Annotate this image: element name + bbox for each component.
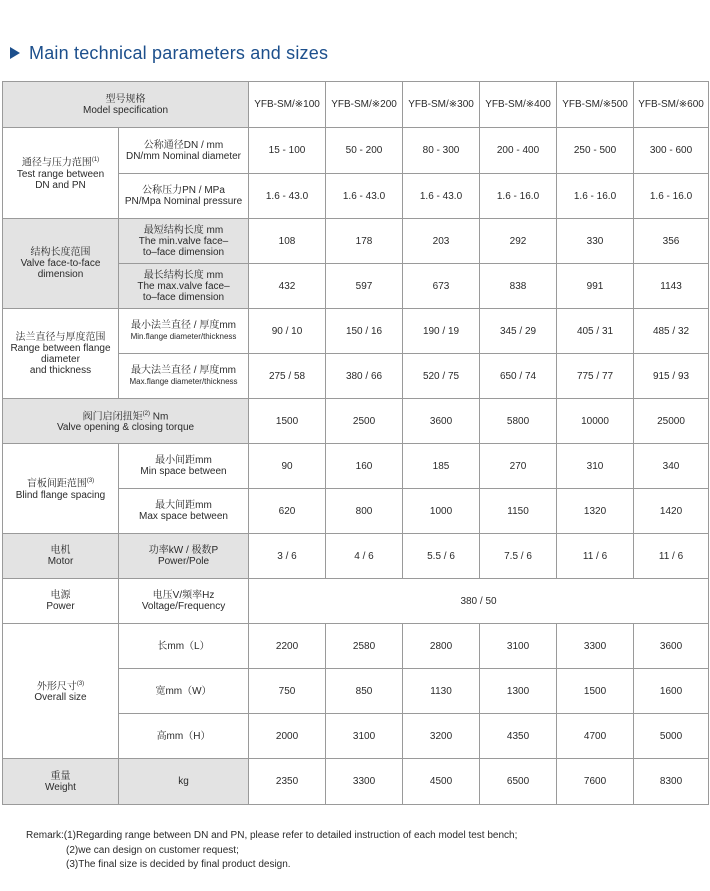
value-cell: 190 / 19 [403, 309, 480, 354]
power-row [3, 579, 709, 624]
height-label-cell: 高mm（H） [119, 714, 249, 759]
value-cell: 356 [634, 219, 709, 264]
motor-label-cell [3, 534, 119, 579]
value-cell: 1.6 - 16.0 [480, 174, 557, 219]
pn-label-en: PN/Mpa Nominal pressure [124, 196, 243, 207]
footnote-mark: (3) [76, 680, 85, 687]
value-cell: 5.5 / 6 [403, 534, 480, 579]
flange-group-zh: 法兰直径与厚度范围 [15, 331, 106, 343]
value-cell: 5800 [480, 399, 557, 444]
remarks [26, 829, 517, 873]
value-cell: 520 / 75 [403, 354, 480, 399]
value-cell: 108 [249, 219, 326, 264]
value-cell: 673 [403, 264, 480, 309]
blind-max-label-cell [119, 489, 249, 534]
value-cell: 185 [403, 444, 480, 489]
value-cell: 3300 [326, 759, 403, 805]
power-sub-zh: 电压V/频率Hz [152, 590, 215, 601]
value-cell: 3300 [557, 624, 634, 669]
value-cell: 620 [249, 489, 326, 534]
value-cell: 4500 [403, 759, 480, 805]
model-label-cell [3, 82, 249, 128]
value-cell: 3600 [403, 399, 480, 444]
remark-line-2: (2)we can design on customer request; [66, 844, 239, 856]
value-cell: 345 / 29 [480, 309, 557, 354]
value-cell: 6500 [480, 759, 557, 805]
flange-group-en-1: Range between flange [10, 342, 111, 354]
value-cell: 275 / 58 [249, 354, 326, 399]
footnote-mark: (2) [142, 410, 150, 417]
blind-min-en: Min space between [140, 466, 227, 477]
motor-sub-label-cell [119, 534, 249, 579]
value-cell: 7.5 / 6 [480, 534, 557, 579]
footnote-mark: (3) [86, 478, 95, 485]
flange-min-zh: 最小法兰直径 / 厚度mm [131, 320, 236, 331]
value-cell: 160 [326, 444, 403, 489]
flange-group-en-3: and thickness [29, 364, 92, 376]
torque-zh: 阀门启闭扭矩 [82, 411, 143, 423]
face-max-en-1: The max.valve face– [137, 280, 230, 292]
face-max-label-cell [119, 264, 249, 309]
test-range-en-2: DN and PN [35, 179, 86, 191]
flange-max-en: Max.flange diameter/thickness [129, 377, 238, 386]
value-cell: 300 - 600 [634, 128, 709, 174]
flange-group-cell [3, 309, 119, 399]
dn-label-en: DN/mm Nominal diameter [125, 150, 242, 162]
value-cell: 650 / 74 [480, 354, 557, 399]
value-cell: 1600 [634, 669, 709, 714]
face-min-zh: 最短结构长度 mm [143, 224, 224, 236]
value-cell: 8300 [634, 759, 709, 805]
section-heading [10, 40, 328, 66]
value-cell: 25000 [634, 399, 709, 444]
flange-group-en-2: diameter [41, 353, 80, 365]
face-min-label-cell [119, 219, 249, 264]
value-cell: 150 / 16 [326, 309, 403, 354]
value-cell: 90 / 10 [249, 309, 326, 354]
model-cell: YFB-SM/※100 [249, 82, 326, 128]
value-cell: 7600 [557, 759, 634, 805]
value-cell: 1143 [634, 264, 709, 309]
value-cell: 90 [249, 444, 326, 489]
face-max-en-2: to–face dimension [142, 291, 225, 303]
value-cell: 3200 [403, 714, 480, 759]
weight-unit-cell: kg [119, 759, 249, 805]
blind-max-en: Max space between [139, 511, 228, 522]
face-min-row [3, 219, 709, 264]
value-cell: 2580 [326, 624, 403, 669]
value-cell: 270 [480, 444, 557, 489]
width-label-cell: 宽mm（W） [119, 669, 249, 714]
value-cell: 4 / 6 [326, 534, 403, 579]
footnote-mark: (1) [91, 157, 100, 164]
value-cell: 3100 [326, 714, 403, 759]
model-cell: YFB-SM/※600 [634, 82, 709, 128]
power-sub-label-cell [119, 579, 249, 624]
face-group-zh: 结构长度范围 [30, 247, 91, 258]
value-cell: 80 - 300 [403, 128, 480, 174]
value-cell: 340 [634, 444, 709, 489]
power-sub-en: Voltage/Frequency [141, 601, 226, 612]
face-group-en-1: Valve face-to-face [20, 258, 101, 269]
motor-row [3, 534, 709, 579]
value-cell: 15 - 100 [249, 128, 326, 174]
flange-min-label-cell [119, 309, 249, 354]
value-cell: 1130 [403, 669, 480, 714]
flange-min-row [3, 309, 709, 354]
blind-min-row [3, 444, 709, 489]
motor-sub-en: Power/Pole [157, 556, 210, 567]
section-title: Main technical parameters and sizes [29, 42, 329, 63]
overall-group-cell [3, 624, 119, 759]
length-row [3, 624, 709, 669]
value-cell: 775 / 77 [557, 354, 634, 399]
model-label-zh: 型号规格 [105, 93, 146, 105]
value-cell: 915 / 93 [634, 354, 709, 399]
triangle-bullet-icon [10, 47, 20, 59]
torque-en: Valve opening & closing torque [56, 422, 195, 434]
value-cell: 850 [326, 669, 403, 714]
power-en: Power [46, 601, 75, 612]
model-cell: YFB-SM/※500 [557, 82, 634, 128]
blind-min-label-cell [119, 444, 249, 489]
blind-group-en: Blind flange spacing [15, 489, 106, 501]
value-cell: 11 / 6 [634, 534, 709, 579]
value-cell: 292 [480, 219, 557, 264]
overall-group-en: Overall size [34, 692, 87, 704]
pn-label-zh: 公称压力PN / MPa [142, 185, 225, 196]
model-cell: YFB-SM/※400 [480, 82, 557, 128]
value-cell: 800 [326, 489, 403, 534]
value-cell: 10000 [557, 399, 634, 444]
value-cell: 1300 [480, 669, 557, 714]
value-cell: 1.6 - 16.0 [634, 174, 709, 219]
motor-sub-zh: 功率kW / 极数P [148, 545, 219, 556]
motor-zh: 电机 [50, 545, 71, 556]
value-cell: 3100 [480, 624, 557, 669]
value-cell: 1000 [403, 489, 480, 534]
model-row [3, 82, 709, 128]
value-cell: 330 [557, 219, 634, 264]
value-cell: 2350 [249, 759, 326, 805]
value-cell: 750 [249, 669, 326, 714]
weight-zh: 重量 [50, 770, 71, 782]
value-cell: 432 [249, 264, 326, 309]
value-cell: 203 [403, 219, 480, 264]
value-cell: 3 / 6 [249, 534, 326, 579]
model-label-en: Model specification [82, 104, 169, 116]
face-group-cell [3, 219, 119, 309]
value-cell: 1150 [480, 489, 557, 534]
spec-table [2, 81, 709, 805]
length-label-cell: 长mm（L） [119, 624, 249, 669]
blind-group-zh: 盲板间距范围 [26, 478, 87, 490]
value-cell: 838 [480, 264, 557, 309]
value-cell: 1420 [634, 489, 709, 534]
value-cell: 11 / 6 [557, 534, 634, 579]
test-range-zh: 通径与压力范围 [21, 157, 92, 169]
value-cell: 200 - 400 [480, 128, 557, 174]
flange-max-zh: 最大法兰直径 / 厚度mm [131, 365, 236, 376]
value-cell: 4350 [480, 714, 557, 759]
value-cell: 2800 [403, 624, 480, 669]
value-cell: 991 [557, 264, 634, 309]
model-cell: YFB-SM/※200 [326, 82, 403, 128]
value-cell: 5000 [634, 714, 709, 759]
power-zh: 电源 [50, 590, 71, 601]
torque-unit: Nm [152, 411, 169, 423]
value-cell: 250 - 500 [557, 128, 634, 174]
face-min-en-1: The min.valve face– [138, 235, 229, 247]
remark-line-3: (3)The final size is decided by final product design. [66, 859, 291, 870]
torque-row [3, 399, 709, 444]
flange-max-label-cell [119, 354, 249, 399]
blind-max-zh: 最大间距mm [155, 500, 212, 511]
value-cell: 178 [326, 219, 403, 264]
blind-min-zh: 最小间距mm [155, 455, 212, 466]
value-cell: 1.6 - 16.0 [557, 174, 634, 219]
value-cell: 2200 [249, 624, 326, 669]
power-label-cell [3, 579, 119, 624]
remark-line-1: Remark:(1)Regarding range between DN and PN, please refer to detailed instruction of each model test bench; [26, 830, 518, 841]
dn-label-zh: 公称通径DN / mm [143, 139, 224, 151]
value-cell: 1500 [249, 399, 326, 444]
value-cell: 380 / 66 [326, 354, 403, 399]
value-cell: 3600 [634, 624, 709, 669]
weight-en: Weight [45, 781, 76, 793]
value-cell: 310 [557, 444, 634, 489]
face-group-en-2: dimension [37, 269, 84, 280]
value-cell: 50 - 200 [326, 128, 403, 174]
value-cell: 485 / 32 [634, 309, 709, 354]
value-cell: 1320 [557, 489, 634, 534]
value-cell: 4700 [557, 714, 634, 759]
value-cell: 2000 [249, 714, 326, 759]
value-cell: 1.6 - 43.0 [326, 174, 403, 219]
blind-group-cell [3, 444, 119, 534]
test-range-group-cell [3, 128, 119, 219]
face-max-zh: 最长结构长度 mm [143, 269, 224, 281]
value-cell: 1.6 - 43.0 [249, 174, 326, 219]
value-cell: 2500 [326, 399, 403, 444]
motor-en: Motor [47, 556, 74, 567]
overall-group-zh: 外形尺寸 [36, 681, 77, 693]
value-cell: 405 / 31 [557, 309, 634, 354]
model-cell: YFB-SM/※300 [403, 82, 480, 128]
dn-row [3, 128, 709, 174]
face-min-en-2: to–face dimension [142, 246, 225, 258]
flange-min-en: Min.flange diameter/thickness [130, 332, 237, 341]
pn-label-cell [119, 174, 249, 219]
value-cell: 1500 [557, 669, 634, 714]
weight-label-cell [3, 759, 119, 805]
power-value-cell: 380 / 50 [249, 579, 709, 624]
weight-row [3, 759, 709, 805]
dn-label-cell [119, 128, 249, 174]
value-cell: 597 [326, 264, 403, 309]
torque-label-cell [3, 399, 249, 444]
value-cell: 1.6 - 43.0 [403, 174, 480, 219]
test-range-en-1: Test range between [16, 168, 105, 180]
